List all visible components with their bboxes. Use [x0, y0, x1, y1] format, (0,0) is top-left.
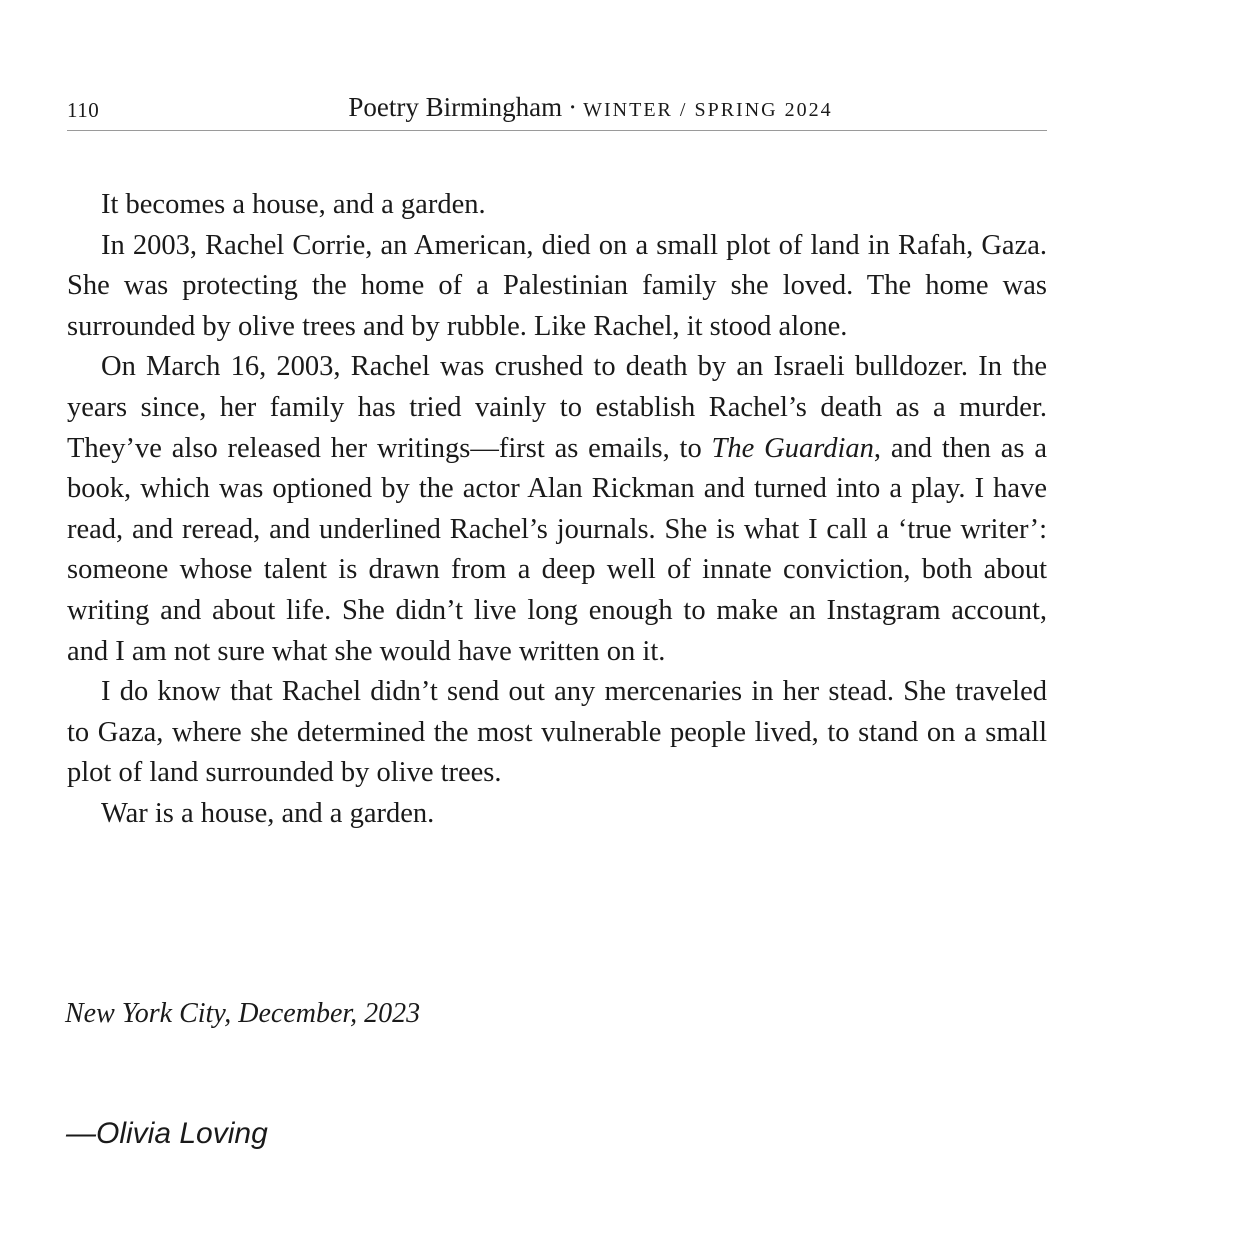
journal-title-line: [67, 92, 1114, 123]
running-header: [67, 90, 1047, 131]
paragraph-5: War is a house, and a garden.: [101, 797, 435, 829]
paragraph-3: [67, 347, 1047, 672]
paragraph-3-text-b: , and then as a book, which was optioned by the actor Alan Rickman and turned into a play. I have read, and reread, and underlined Rachel’s journals. She is what I call a ‘true writer’: someone whose talent is drawn from a deep well of innate conviction, both about writing and about life. She didn’t live long enough to make an Instagram account, and I am not sure what she would have written on it.: [67, 432, 1047, 667]
paragraph-3-text-a: On March 16, 2003, Rachel was crushed to death by an Israeli bulldozer. In the years since, her family has tried vainly to establish Rachel’s death as a murder. They’ve also released her writings—first as emails, to: [67, 351, 1047, 464]
paragraph-1: It becomes a house, and a garden.: [101, 189, 486, 220]
paragraph-2: In 2003, Rachel Corrie, an American, died on a small plot of land in Rafah, Gaza. She was protecting the home of a Palestinian family she loved. The home was surrounded by olive trees and by rubble. Like Rachel, it stood alone.: [67, 229, 1047, 342]
essay-body: [67, 185, 1047, 835]
journal-issue: WINTER / SPRING 2024: [583, 99, 833, 121]
journal-name: Poetry Birmingham: [348, 92, 563, 122]
paragraph-4: I do know that Rachel didn’t send out any mercenaries in her stead. She traveled to Gaza, where she determined the most vulnerable people lived, to stand on a small plot of land surrounded by olive trees.: [67, 676, 1047, 789]
page-number: 110: [67, 98, 100, 122]
header-separator: ·: [568, 92, 578, 122]
dateline: New York City, December, 2023: [65, 998, 421, 1029]
document-page: [67, 0, 1047, 1234]
author-signature: —Olivia Loving: [66, 1117, 268, 1150]
publication-title: The Guardian: [711, 432, 874, 464]
